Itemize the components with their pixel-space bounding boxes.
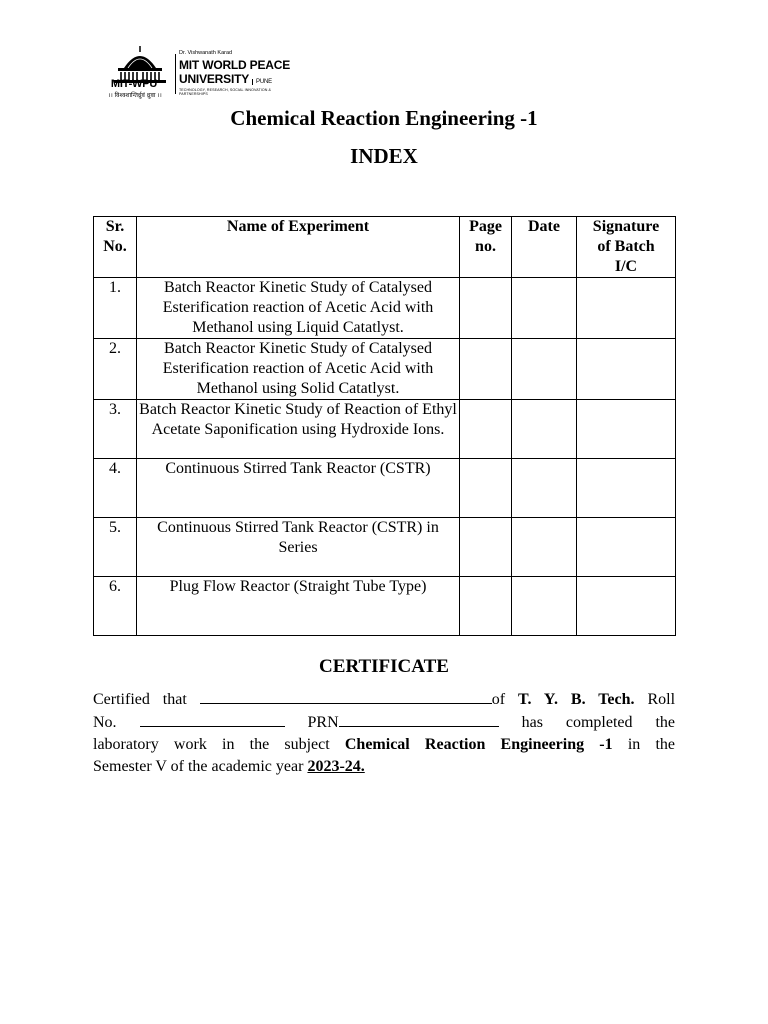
cell-sr-no: 1. (94, 278, 137, 339)
cell-date (512, 400, 577, 459)
table-row (94, 278, 676, 339)
header-sr-no (94, 217, 137, 278)
prn-blank[interactable] (339, 711, 499, 727)
cell-sr-no: 6. (94, 577, 137, 636)
logo-name-line2-text: UNIVERSITY (179, 72, 250, 86)
logo-short-name: MIT-WPU (110, 78, 158, 90)
has-completed-text: has completed the (521, 714, 676, 731)
header-sig-line1: Signature (592, 218, 660, 235)
in-the-text: in the (627, 736, 675, 753)
logo-name-line1: MIT WORLD PEACE (179, 58, 290, 72)
course-title: Chemical Reaction Engineering -1 (230, 106, 538, 130)
cell-page-no (460, 518, 512, 577)
no-text: No. (93, 714, 117, 731)
lab-work-text: laboratory work in the subject (93, 736, 330, 753)
cell-signature (577, 278, 676, 339)
header-sr-line1: Sr. (105, 218, 125, 235)
experiment-index-table (93, 216, 676, 636)
of-text: of (491, 691, 506, 708)
cell-date (512, 339, 577, 400)
index-heading: INDEX (350, 144, 418, 168)
cell-page-no (460, 278, 512, 339)
cell-date (512, 518, 577, 577)
header-sig-line2: of Batch (597, 238, 655, 255)
cell-page-no (460, 339, 512, 400)
cell-experiment-name: Continuous Stirred Tank Reactor (CSTR) in Series (137, 518, 460, 577)
table-row (94, 400, 676, 459)
table-row (94, 459, 676, 518)
certificate-text (93, 688, 675, 778)
cell-sr-no: 2. (94, 339, 137, 400)
header-page-line1: Page (469, 218, 502, 235)
student-name-blank[interactable] (200, 688, 492, 704)
cell-experiment-name: Batch Reactor Kinetic Study of Reaction of Ethyl Acetate Saponification using Hydroxide Ions. (137, 400, 460, 459)
header-page-line2: no. (475, 238, 496, 255)
cell-date (512, 278, 577, 339)
logo-divider (175, 54, 176, 94)
logo-tagline: TECHNOLOGY, RESEARCH, SOCIAL INNOVATION & PARTNERSHIPS (179, 88, 272, 96)
table-row (94, 518, 676, 577)
cell-sr-no: 4. (94, 459, 137, 518)
cell-signature (577, 339, 676, 400)
certificate-line-2 (93, 711, 675, 734)
cell-signature (577, 518, 676, 577)
logo-name-line2 (179, 72, 272, 86)
certificate-line-4 (93, 756, 675, 778)
table-header-row (94, 217, 676, 278)
cell-experiment-name: Continuous Stirred Tank Reactor (CSTR) (137, 459, 460, 518)
header-date: Date (512, 217, 577, 278)
roll-number-blank[interactable] (140, 711, 285, 727)
header-page-no (460, 217, 512, 278)
cell-date (512, 577, 577, 636)
cell-experiment-name: Batch Reactor Kinetic Study of Catalysed Esterification reaction of Acetic Acid with Methanol using Liquid Catatlyst. (137, 278, 460, 339)
prn-text: PRN (307, 714, 339, 731)
cell-page-no (460, 400, 512, 459)
university-logo (92, 44, 296, 102)
certificate-heading: CERTIFICATE (319, 656, 449, 677)
roll-text: Roll (647, 691, 676, 708)
table-row (94, 339, 676, 400)
header-name-of-experiment: Name of Experiment (137, 217, 460, 278)
header-sr-line2: No. (103, 238, 127, 255)
semester-text: Semester V of the academic year (93, 758, 304, 775)
header-signature (577, 217, 676, 278)
cell-page-no (460, 577, 512, 636)
subject-name: Chemical Reaction Engineering -1 (344, 736, 613, 753)
cell-sr-no: 3. (94, 400, 137, 459)
table-row (94, 577, 676, 636)
certificate-line-1 (93, 688, 675, 711)
certificate-line-3 (93, 734, 675, 756)
cell-sr-no: 5. (94, 518, 137, 577)
certified-that-text: Certified that (93, 691, 187, 708)
logo-founder: Dr. Vishwanath Karad (179, 50, 233, 56)
class-name: T. Y. B. Tech. (518, 691, 635, 708)
cell-signature (577, 577, 676, 636)
header-sig-line3: I/C (614, 258, 638, 275)
cell-signature (577, 459, 676, 518)
logo-city: PUNE (252, 79, 272, 85)
cell-experiment-name: Plug Flow Reactor (Straight Tube Type) (137, 577, 460, 636)
cell-date (512, 459, 577, 518)
logo-motto: ।। विश्वशान्तिर्ध्रुवं ध्रुवा ।। (108, 92, 162, 99)
academic-year: 2023-24. (307, 758, 365, 775)
cell-page-no (460, 459, 512, 518)
cell-signature (577, 400, 676, 459)
cell-experiment-name: Batch Reactor Kinetic Study of Catalysed Esterification reaction of Acetic Acid with Methanol using Solid Catatlyst. (137, 339, 460, 400)
